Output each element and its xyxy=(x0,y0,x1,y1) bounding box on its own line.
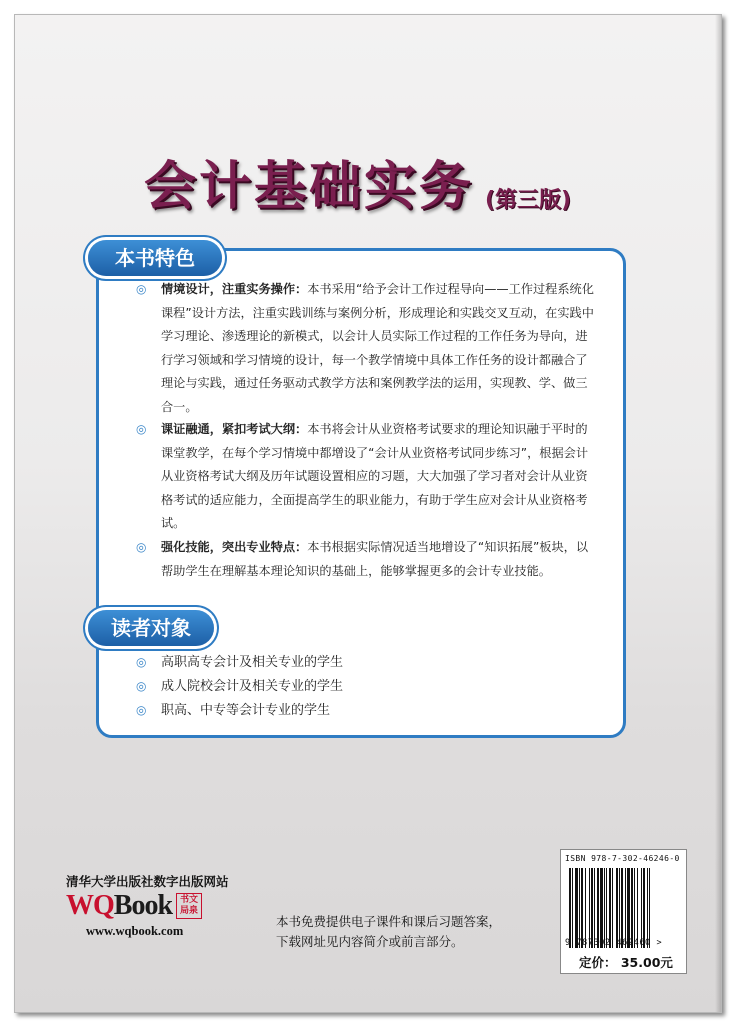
bullet-circle-icon: ◎ xyxy=(136,540,147,554)
reader-text: 职高、中专等会计专业的学生 xyxy=(161,703,331,718)
barcode-bar xyxy=(634,868,635,948)
barcode-bar xyxy=(594,868,595,948)
barcode-panel xyxy=(560,849,687,974)
barcode-bar xyxy=(649,868,650,948)
logo-seal: 书文局泉 xyxy=(176,893,202,919)
barcode xyxy=(569,868,679,948)
reader-item xyxy=(136,700,330,721)
publisher-line: 清华大学出版社数字出版网站 xyxy=(66,874,229,889)
reader-text: 高职高专会计及相关专业的学生 xyxy=(161,655,344,670)
feature-item xyxy=(136,418,594,536)
barcode-bar xyxy=(647,868,648,948)
barcode-bar xyxy=(637,868,638,948)
barcode-bar xyxy=(597,868,599,948)
wqbook-logo xyxy=(66,888,202,924)
feature-heading: 强化技能，突出专业特点： xyxy=(161,540,308,554)
features-tag: 本书特色 xyxy=(88,240,222,276)
feature-body: 本书采用“给予会计工作过程导向——工作过程系统化课程”设计方法，注重实践训练与案例分析，形成理论和实践交叉互动，在实践中学习理论、渗透理论的新模式，以会计人员实际工作过程的工作任务为导向，进行学习领域和学习情境的设计，每一个教学情境中具体工作任务的设计都融合了理论与实践，通过任务驱动式教学方法和案例教学法的运用，实现教、学、做三合一。 xyxy=(161,282,594,414)
barcode-bar xyxy=(572,868,573,948)
feature-heading: 课证融通，紧扣考试大纲： xyxy=(161,422,308,436)
book-edition: (第三版) xyxy=(485,188,572,213)
reader-item xyxy=(136,652,343,673)
logo-wq: WQ xyxy=(66,890,114,921)
isbn-text: ISBN 978-7-302-46246-0 xyxy=(565,854,680,863)
website-url[interactable]: www.wqbook.com xyxy=(86,924,184,938)
download-notice-line: 本书免费提供电子课件和课后习题答案， xyxy=(276,914,502,929)
barcode-bar xyxy=(621,868,623,948)
barcode-bar xyxy=(631,868,633,948)
reader-item xyxy=(136,676,343,697)
feature-item xyxy=(136,278,594,419)
price-label: 定价： 35.00元 xyxy=(579,955,673,970)
barcode-bar xyxy=(600,868,603,948)
barcode-bar xyxy=(641,868,642,948)
barcode-bar xyxy=(616,868,618,948)
barcode-bar xyxy=(604,868,605,948)
barcode-bar xyxy=(606,868,607,948)
bullet-circle-icon: ◎ xyxy=(136,655,147,669)
barcode-bar xyxy=(569,868,571,948)
logo-ok: ok xyxy=(144,890,173,921)
barcode-bar xyxy=(612,868,613,948)
barcode-digits: 9 787302 462460 > xyxy=(565,938,663,948)
feature-body: 本书将会计从业资格考试要求的理论知识融于平时的课堂教学，在每个学习情境中都增设了“会计从业资格考试同步练习”，根据会计从业资格考试大纲及历年试题设置相应的习题，大大加强了学习者对会计从业资格考试的适应能力，全面提高学生的职业能力，有助于学生应对会计从业资格考试。 xyxy=(161,422,589,530)
barcode-bar xyxy=(643,868,645,948)
bullet-circle-icon: ◎ xyxy=(136,282,147,296)
download-notice-line: 下载网址见内容简介或前言部分。 xyxy=(276,934,464,949)
barcode-bar xyxy=(589,868,590,948)
barcode-bar xyxy=(627,868,630,948)
readers-tag: 读者对象 xyxy=(88,610,214,646)
feature-item xyxy=(136,536,594,583)
barcode-bar xyxy=(591,868,593,948)
barcode-bar xyxy=(585,868,586,948)
feature-body: 本书根据实际情况适当地增设了“知识拓展”板块，以帮助学生在理解基本理论知识的基础上，能够掌握更多的会计专业技能。 xyxy=(161,540,589,578)
logo-bo: Bo xyxy=(113,890,145,921)
bullet-circle-icon: ◎ xyxy=(136,422,147,436)
bullet-circle-icon: ◎ xyxy=(136,679,147,693)
reader-text: 成人院校会计及相关专业的学生 xyxy=(161,679,344,694)
feature-heading: 情境设计，注重实务操作： xyxy=(161,282,308,296)
barcode-bar xyxy=(609,868,611,948)
barcode-bar xyxy=(579,868,580,948)
bullet-circle-icon: ◎ xyxy=(136,703,147,717)
barcode-bar xyxy=(619,868,620,948)
barcode-bar xyxy=(625,868,626,948)
barcode-bar xyxy=(575,868,578,948)
barcode-bar xyxy=(581,868,583,948)
book-title: 会计基础实务 xyxy=(144,157,475,217)
